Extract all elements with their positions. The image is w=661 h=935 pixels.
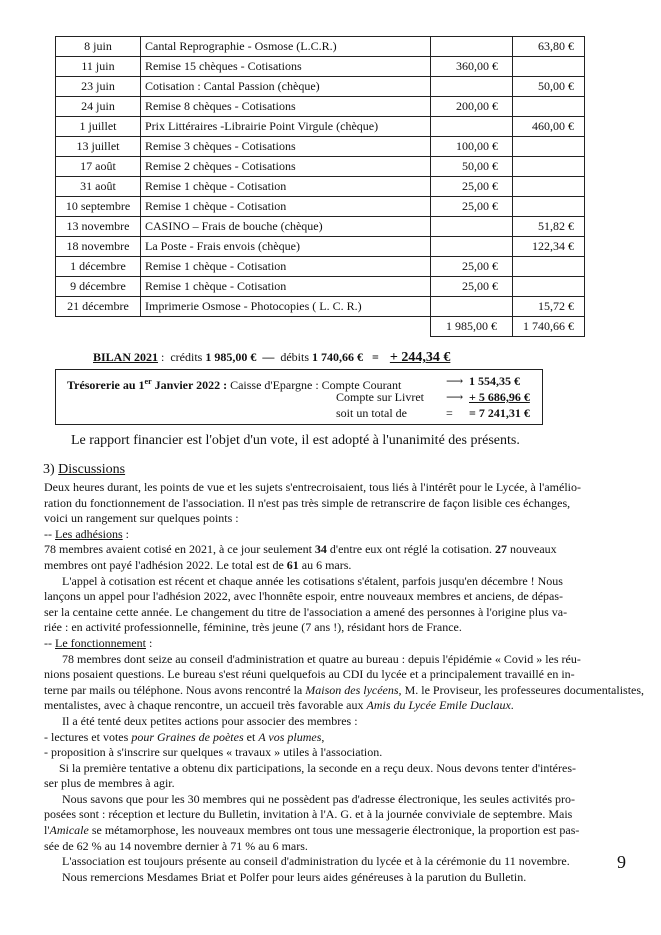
vote-statement: Le rapport financier est l'objet d'un vote, il est adopté à l'unanimité des présents. (71, 433, 520, 448)
text-line (44, 823, 624, 839)
italic-span: Maison des lycéens, (305, 682, 402, 697)
ledger-cell-debit (513, 277, 585, 297)
ledger-row (56, 97, 585, 117)
text-span: . (510, 698, 514, 713)
text-span: et (243, 729, 259, 744)
italic-span: pour Graines de poètes (131, 729, 244, 744)
ledger-cell-credit: 50,00 € (431, 157, 513, 177)
bilan-line (93, 350, 450, 366)
tresorerie-box (55, 369, 543, 425)
tresorerie-total-value: = 7 241,31 € (469, 406, 530, 420)
section-title: Discussions (58, 462, 126, 477)
ledger-row (56, 297, 585, 317)
ledger-cell-credit (431, 117, 513, 137)
subheading-adhesions (44, 527, 624, 543)
arrow-icon: ⟶ (446, 390, 464, 404)
bold-number: 34 (314, 542, 327, 557)
ledger-cell-debit: 460,00 € (513, 117, 585, 137)
tresorerie-livret-value: + 5 686,96 € (469, 390, 530, 404)
ledger-cell-debit: 63,80 € (513, 37, 585, 57)
tresorerie-livret-label: Compte sur Livret (336, 390, 424, 404)
ledger-cell-credit: 25,00 € (431, 277, 513, 297)
text-line: sée de 62 % au 14 novembre dernier à 71 % au 6 mars. (44, 838, 308, 853)
bold-number: 61 (286, 557, 299, 572)
section-heading (43, 462, 125, 478)
ledger-cell-debit (513, 197, 585, 217)
text-line: Deux heures durant, les points de vue et les sujets s'entrecroisaient, tous liés à l'intérêt pour le Lycée, à l'amélio- (44, 480, 581, 494)
text-line (44, 558, 624, 574)
ledger-cell-credit: 360,00 € (431, 57, 513, 77)
ledger-cell-credit: 25,00 € (431, 197, 513, 217)
italic-span: A vos plumes (258, 729, 322, 744)
ledger-cell-label: Remise 2 chèques - Cotisations (141, 157, 431, 177)
ledger-cell-debit: 50,00 € (513, 77, 585, 97)
ledger-cell-label: La Poste - Frais envois (chèque) (141, 237, 431, 257)
empty-cell (141, 317, 431, 337)
text-span: nouveaux (507, 542, 557, 557)
ledger-cell-credit (431, 237, 513, 257)
section-number: 3) (43, 462, 59, 477)
italic-span: Amicale (49, 823, 89, 838)
ledger-totals-row (56, 317, 585, 337)
text-span: l' (44, 823, 50, 838)
text-line: nions posaient questions. Le bureau s'est réuni quelquefois au CDI du lycée et a principalement travaillé en in- (44, 667, 575, 682)
total-credit: 1 985,00 € (431, 317, 513, 337)
ledger-cell-date: 1 juillet (56, 117, 141, 137)
tresorerie-row-courant (56, 373, 542, 390)
bilan-dash: — (262, 350, 275, 364)
ledger-cell-date: 10 septembre (56, 197, 141, 217)
ledger-cell-label: Cotisation : Cantal Passion (chèque) (141, 77, 431, 97)
ledger-cell-label: Cantal Reprographie - Osmose (L.C.R.) (141, 37, 431, 57)
total-debit: 1 740,66 € (513, 317, 585, 337)
ledger-row (56, 57, 585, 77)
ledger-cell-label: Remise 1 chèque - Cotisation (141, 177, 431, 197)
ledger-cell-credit (431, 77, 513, 97)
ledger-cell-label: Remise 1 chèque - Cotisation (141, 257, 431, 277)
tresorerie-total-label: soit un total de (336, 406, 407, 420)
ledger-cell-credit: 25,00 € (431, 257, 513, 277)
text-line: Si la première tentative a obtenu dix participations, la seconde en a reçu deux. Nous devons tenter d'intéres- (59, 760, 576, 775)
ledger-row (56, 37, 585, 57)
bilan-result: + 244,34 € (389, 350, 451, 365)
text-line: Il a été tenté deux petites actions pour associer des membres : (62, 713, 358, 728)
text-span: mentalistes, avec à chaque rencontre, un accueil très favorable aux (44, 698, 367, 713)
tresorerie-caisse: Caisse d'Epargne : Compte Courant (230, 378, 402, 392)
ledger-cell-credit: 25,00 € (431, 177, 513, 197)
ledger-cell-debit (513, 97, 585, 117)
text-line (44, 542, 624, 558)
text-span: membres ont payé l'adhésion 2022. Le total est de (44, 557, 287, 572)
ledger-cell-label: Remise 8 chèques - Cotisations (141, 97, 431, 117)
tresorerie-title-prefix: Trésorerie au 1 (67, 378, 145, 392)
text-span: - lectures et votes (44, 729, 132, 744)
tresorerie-courant-value: 1 554,35 € (469, 374, 520, 388)
text-span: au 6 mars. (298, 557, 352, 572)
ledger-row (56, 257, 585, 277)
tresorerie-title-suffix: Janvier 2022 : (151, 378, 228, 392)
ledger-cell-date: 17 août (56, 157, 141, 177)
text-span: se métamorphose, les nouveaux membres ont tous une messagerie électronique, la proportion est pas- (88, 823, 580, 838)
ledger-cell-debit: 122,34 € (513, 237, 585, 257)
bilan-label: BILAN 2021 (93, 350, 159, 364)
text-line (44, 682, 645, 699)
ledger-cell-date: 1 décembre (56, 257, 141, 277)
text-span: terne par mails ou téléphone. Nous avons rencontré la (44, 682, 306, 697)
subheading-title: Les adhésions (55, 526, 123, 541)
text-line: L'appel à cotisation est récent et chaque année les cotisations s'étalent, parfois jusqu'en décembre ! Nous (62, 573, 563, 588)
ledger-cell-date: 23 juin (56, 77, 141, 97)
subheading-prefix: -- (44, 526, 55, 541)
tresorerie-row-livret (56, 389, 542, 406)
ledger-cell-label: Remise 15 chèques - Cotisations (141, 57, 431, 77)
bilan-credits-value: 1 985,00 € (205, 350, 257, 364)
text-line: ser plus de membres à agir. (44, 776, 175, 791)
ledger-row (56, 177, 585, 197)
ledger-row (56, 137, 585, 157)
text-span: M. le Proviseur, les professeures documentalistes, (401, 682, 645, 697)
ledger-cell-debit (513, 257, 585, 277)
ledger-body (56, 37, 585, 337)
tresorerie-title-sup: er (144, 377, 152, 386)
ledger-cell-credit (431, 297, 513, 317)
text-line: 78 membres dont seize au conseil d'administration et quatre au bureau : depuis l'épidémie « Covid » les réu- (62, 651, 581, 666)
ledger-cell-credit: 200,00 € (431, 97, 513, 117)
ledger-cell-debit: 51,82 € (513, 217, 585, 237)
ledger-cell-date: 9 décembre (56, 277, 141, 297)
subheading-colon: : (145, 635, 153, 650)
ledger-cell-date: 31 août (56, 177, 141, 197)
empty-cell (56, 317, 141, 337)
text-line (44, 698, 624, 714)
ledger-cell-date: 8 juin (56, 37, 141, 57)
bilan-debits-value: 1 740,66 € (312, 350, 364, 364)
text-line: L'association est toujours présente au conseil d'administration du lycée et à la cérémonie du 11 novembre. (62, 854, 570, 869)
ledger-cell-credit: 100,00 € (431, 137, 513, 157)
ledger-row (56, 157, 585, 177)
ledger-cell-date: 13 juillet (56, 137, 141, 157)
text-line (44, 730, 624, 746)
ledger-cell-credit (431, 217, 513, 237)
text-line: Nous remercions Mesdames Briat et Polfer pour leurs aides généreuses à la parution du Bulletin. (62, 869, 527, 884)
subheading-colon: : (122, 526, 129, 541)
ledger-cell-debit (513, 137, 585, 157)
arrow-icon: ⟶ (446, 374, 464, 388)
text-line: posées sont : réception et lecture du Bulletin, invitation à l'A. G. et à la journée conviviale de septembre. Mais (44, 807, 573, 822)
subheading-prefix: -- (44, 635, 55, 650)
text-span: 78 membres avaient cotisé en 2021, à ce jour seulement (44, 542, 315, 557)
page-number: 9 (617, 852, 626, 872)
text-line: lançons un appel pour l'adhésion 2022, avec l'honnête espoir, entre nouveaux membres et anciens, de dépas- (44, 589, 564, 604)
ledger-row (56, 117, 585, 137)
ledger-cell-debit (513, 177, 585, 197)
text-line: riée : en activité professionnelle, féminine, très jeune (7 ans !), résidant hors de France. (44, 620, 462, 635)
text-span: d'entre eux ont réglé la cotisation. (326, 542, 496, 557)
bilan-credits-text: crédits (170, 350, 203, 364)
bilan-equals: = (372, 350, 379, 364)
ledger-cell-debit (513, 57, 585, 77)
ledger-cell-debit (513, 157, 585, 177)
ledger-cell-date: 21 décembre (56, 297, 141, 317)
ledger-cell-label: Remise 1 chèque - Cotisation (141, 197, 431, 217)
ledger-row (56, 237, 585, 257)
bilan-debits-text: débits (280, 350, 310, 364)
ledger-cell-credit (431, 37, 513, 57)
ledger-cell-date: 13 novembre (56, 217, 141, 237)
bold-number: 27 (495, 542, 508, 557)
subheading-title: Le fonctionnement (55, 635, 146, 650)
subheading-fonctionnement (44, 636, 624, 652)
discussion-body (44, 480, 645, 885)
ledger-row (56, 277, 585, 297)
ledger-table (55, 36, 585, 337)
ledger-cell-debit: 15,72 € (513, 297, 585, 317)
text-line: ration du fonctionnement de l'association. Il n'est pas très simple de retranscrire de façon lisible ces échanges, (44, 495, 571, 510)
ledger-cell-label: Remise 3 chèques - Cotisations (141, 137, 431, 157)
ledger-row (56, 197, 585, 217)
tresorerie-row-total (56, 405, 542, 422)
text-line: Nous savons que pour les 30 membres qui ne possèdent pas d'adresse électronique, les seules activités pro- (62, 791, 576, 806)
bilan-colon: : (158, 350, 165, 364)
ledger-cell-date: 11 juin (56, 57, 141, 77)
ledger-cell-label: Imprimerie Osmose - Photocopies ( L. C. R.) (141, 297, 431, 317)
equals-sign: = (446, 406, 453, 420)
ledger-row (56, 77, 585, 97)
ledger-cell-date: 18 novembre (56, 237, 141, 257)
ledger-cell-label: CASINO – Frais de bouche (chèque) (141, 217, 431, 237)
italic-span: Amis du Lycée Emile Duclaux (366, 698, 511, 713)
ledger-cell-label: Remise 1 chèque - Cotisation (141, 277, 431, 297)
ledger-cell-label: Prix Littéraires -Librairie Point Virgule (chèque) (141, 117, 431, 137)
ledger-row (56, 217, 585, 237)
text-span: , (321, 729, 325, 744)
ledger-cell-date: 24 juin (56, 97, 141, 117)
text-line: - proposition à s'inscrire sur quelques « travaux » utiles à l'association. (44, 745, 383, 760)
text-line: voici un rangement sur quelques points : (44, 511, 239, 526)
text-line: ser la centaine cette année. Le changement du titre de l'association a amené des personnes à l'origine plus va- (44, 604, 568, 619)
